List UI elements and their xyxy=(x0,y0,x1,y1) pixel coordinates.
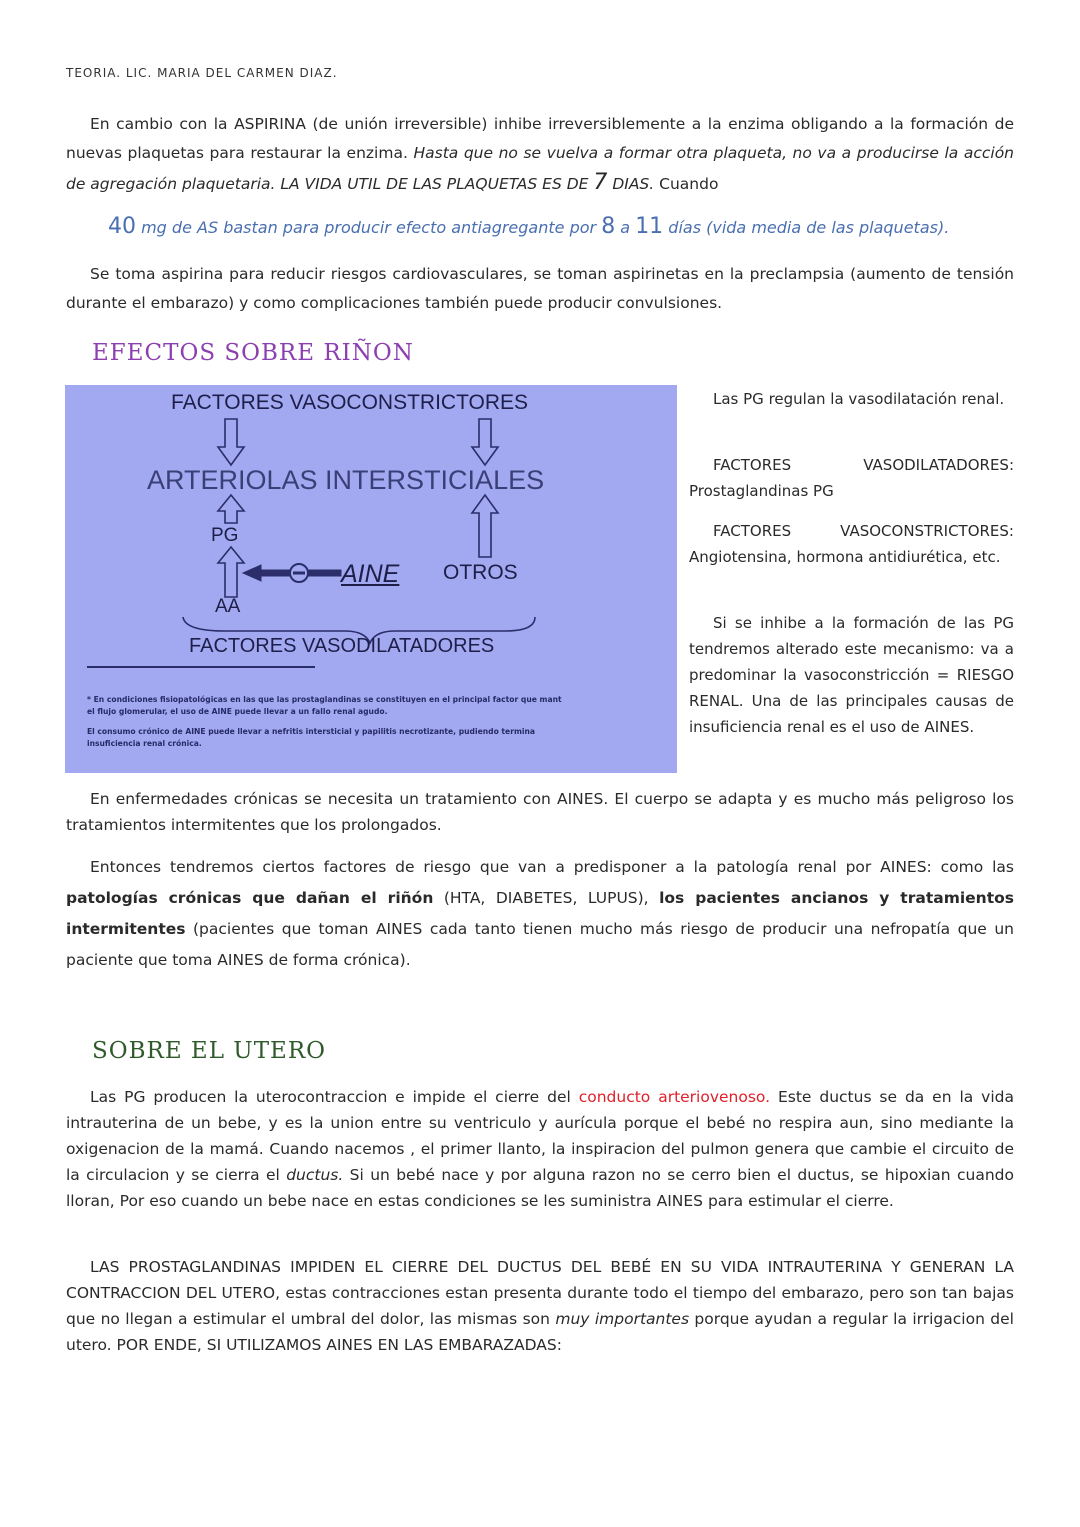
side-note-2 xyxy=(689,452,1014,504)
side-note-3 xyxy=(689,518,1014,570)
vasoconstrictor-label: FACTORES VASOCONSTRICTORES xyxy=(171,391,529,414)
page-header: TEORIA. LIC. MARIA DEL CARMEN DIAZ. xyxy=(66,66,338,80)
dose-text: mg de AS bastan para producir efecto antiagregante por xyxy=(141,218,597,237)
paragraph-utero xyxy=(66,1084,1014,1214)
paragraph-cronicas xyxy=(66,786,1014,838)
dose-number: 40 xyxy=(108,214,136,239)
platelet-days-unit: DIAS. xyxy=(612,175,655,193)
pg-label: PG xyxy=(211,525,239,546)
section-title-rinon: EFECTOS SOBRE RIÑON xyxy=(92,340,414,366)
side-note-4 xyxy=(689,610,1014,740)
riesgo-bold-1: patologías crónicas que dañan el riñón xyxy=(66,889,434,907)
riesgo-tail: (pacientes que toman AINES cada tanto tienen mucho más riesgo de producir una nefropatía que un paciente que toma AINES de forma crónica). xyxy=(66,920,1014,969)
ductus-italic: ductus. xyxy=(286,1166,344,1184)
diagram-note-2: el flujo glomerular, el uso de AINE puede llevar a un fallo renal agudo. xyxy=(87,707,388,716)
prostaglandinas-text: LAS PROSTAGLANDINAS IMPIDEN EL CIERRE DEL DUCTUS DEL BEBÉ EN SU VIDA INTRAUTERINA Y GENERAN LA CONTRACCION DEL UTERO, estas contracciones estan presenta durante todo el tiempo del embarazo, pero son tan bajas que no llegan a estimular el umbral del dolor, las mismas son xyxy=(66,1258,1014,1328)
riesgo-intro: Entonces tendremos ciertos factores de riesgo que van a predisponer a la patología renal por AINES: como las xyxy=(90,858,1014,876)
aspirinetas-text: Se toma aspirina para reducir riesgos cardiovasculares, se toman aspirinetas en la preclampsia (aumento de tensión durante el embarazo) y como complicaciones también puede producir convulsiones. xyxy=(66,265,1014,312)
diagram-note-4: insuficiencia renal crónica. xyxy=(87,739,202,748)
paragraph-prostaglandinas xyxy=(66,1254,1014,1358)
aspirina-italic: Hasta que no se vuelva a formar otra plaqueta, no va a producirse la acción de agregación plaquetaria. LA VIDA UTIL DE LAS PLAQUETAS ES DE xyxy=(66,144,1014,193)
side-text-4: Si se inhibe a la formación de las PG tendremos alterado este mecanismo: va a predominar la vasoconstricción = RIESGO RENAL. Una de las principales causas de insuficiencia renal es el uso de AINES. xyxy=(689,614,1014,736)
platelet-days-number: 7 xyxy=(593,170,608,195)
days-min: 8 xyxy=(601,214,616,239)
section-title-utero: SOBRE EL UTERO xyxy=(92,1038,326,1064)
side-note-1 xyxy=(689,386,1014,412)
paragraph-aspirina xyxy=(66,110,1014,199)
dose-tail: días (vida media de las plaquetas). xyxy=(668,218,950,237)
diagram-note-3: El consumo crónico de AINE puede llevar a nefritis intersticial y papilitis necrotizante, pudiendo termina xyxy=(87,727,535,736)
aa-label: AA xyxy=(215,596,241,617)
arteriolas-label: ARTERIOLAS INTERSTICIALES xyxy=(147,465,545,495)
riesgo-bold-2: los pacientes ancianos y tratamientos intermitentes xyxy=(66,889,1014,938)
otros-label: OTROS xyxy=(443,561,518,584)
dose-a: a xyxy=(620,218,631,237)
diagram-note-1: * En condiciones fisiopatológicas en las que las prostaglandinas se constituyen en el principal factor que mant xyxy=(87,695,562,704)
aine-label: AINE xyxy=(341,560,400,588)
days-max: 11 xyxy=(635,214,664,239)
utero-tail: Si un bebé nace y por alguna razon no se cerro bien el ductus, se hipoxian cuando lloran, Por eso cuando un bebe nace en estas condiciones se les suministra AINES para estimular el cierre. xyxy=(66,1166,1014,1210)
muy-importantes: muy importantes xyxy=(555,1310,690,1328)
utero-intro: Las PG producen la uterocontraccion e impide el cierre del xyxy=(90,1088,571,1106)
cronicas-text: En enfermedades crónicas se necesita un tratamiento con AINES. El cuerpo se adapta y es mucho más peligroso los tratamientos intermitentes que los prolongados. xyxy=(66,790,1014,834)
conducto-highlight: conducto arteriovenoso. xyxy=(578,1088,771,1106)
prostaglandinas-tail: porque ayudan a regular la irrigacion del utero. POR ENDE, SI UTILIZAMOS AINES EN LAS EMBARAZADAS: xyxy=(66,1310,1014,1354)
aspirina-cuando: Cuando xyxy=(659,175,719,193)
vasodilatador-label: FACTORES VASODILATADORES xyxy=(189,635,495,657)
renal-diagram-image xyxy=(65,385,677,773)
aspirin-dose-note xyxy=(108,214,949,239)
utero-body: Este ductus se da en la vida intrauterina de un bebe, y es la union entre su ventriculo y aurícula porque el bebé no respira aun, sino mediante la oxigenacion de la mamá. Cuando nacemos , el primer llanto, la inspiracion del pulmon genera que cambie el circuito de la circulacion y se cierra el xyxy=(66,1088,1014,1184)
side-text-3: FACTORES VASOCONSTRICTORES: Angiotensina, hormona antidiurética, etc. xyxy=(689,522,1014,566)
paragraph-aspirinetas xyxy=(66,260,1014,318)
riesgo-list: (HTA, DIABETES, LUPUS), xyxy=(443,889,649,907)
side-text-2: FACTORES VASODILATADORES: Prostaglandinas PG xyxy=(689,456,1014,500)
side-text-1: Las PG regulan la vasodilatación renal. xyxy=(713,390,1005,408)
paragraph-factores-riesgo xyxy=(66,852,1014,976)
aspirina-text: En cambio con la ASPIRINA (de unión irreversible) inhibe irreversiblemente a la enzima obligando a la formación de nuevas plaquetas para restaurar la enzima. xyxy=(66,115,1014,162)
